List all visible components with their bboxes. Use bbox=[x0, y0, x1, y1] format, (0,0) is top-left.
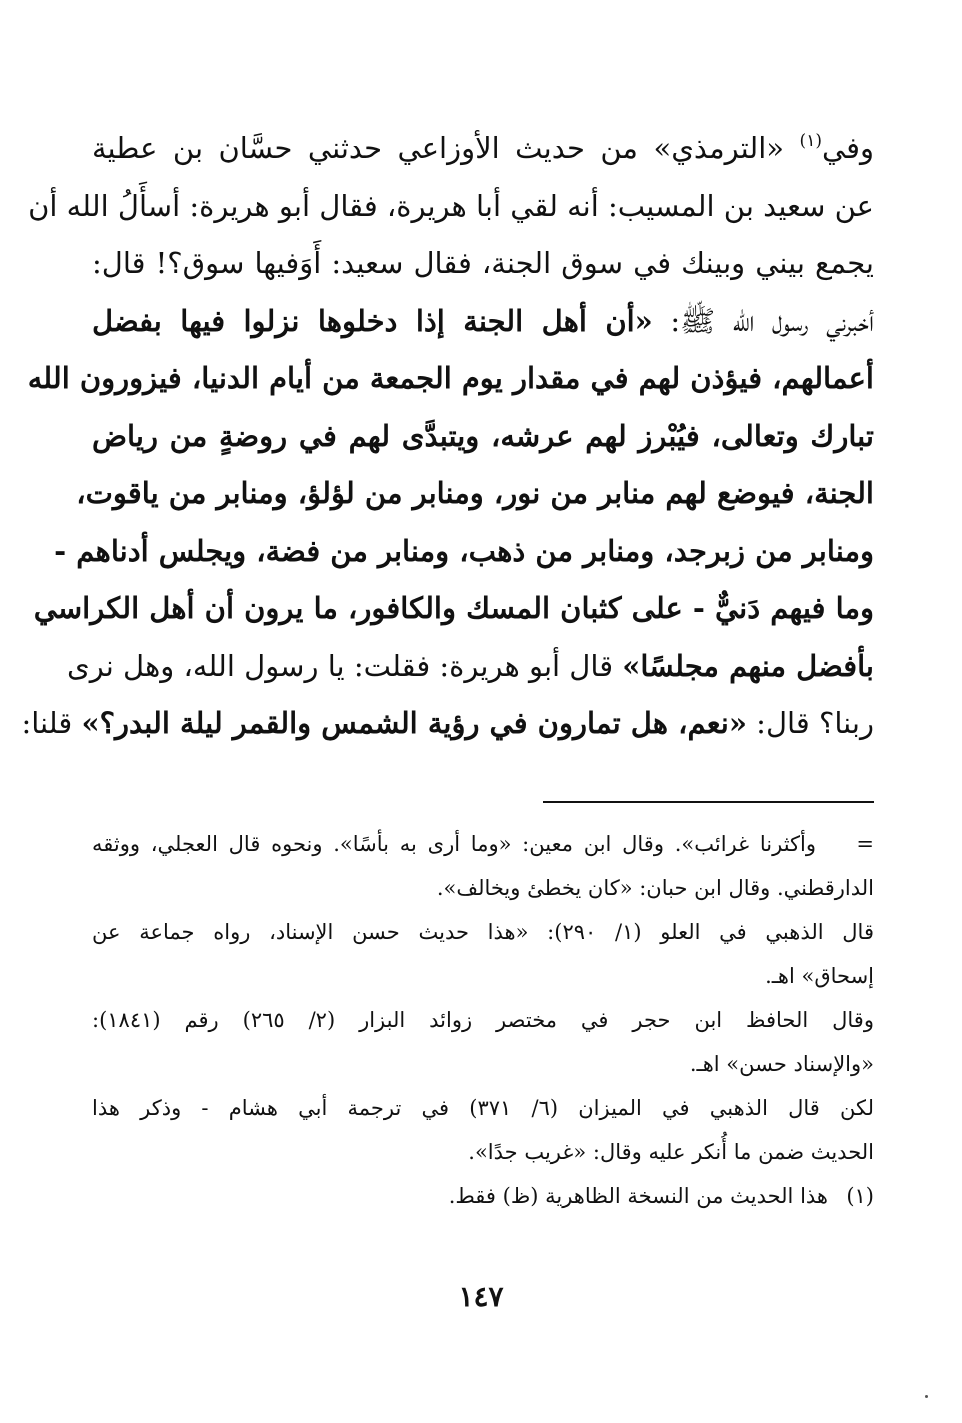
footnote-line bbox=[92, 910, 874, 954]
hadith-text: تبارك وتعالى، فيُبْرز لهم عرشه، ويتبدَّى لهم في روضةٍ من رياض bbox=[92, 418, 874, 453]
footnote-text: وأكثرنا غرائب». وقال ابن معين: «وما أرى به بأسًا». ونحوه قال العجلي، ووثقه bbox=[92, 832, 816, 856]
line-text: قال أبو هريرة: فقلت: يا رسول الله، وهل نرى bbox=[67, 648, 623, 683]
footnote-reference[interactable]: (١) bbox=[799, 131, 822, 151]
text-line-4 bbox=[92, 293, 874, 351]
text-line-3 bbox=[92, 235, 874, 293]
hadith-text: الجنة، فيوضع لهم منابر من نور، ومنابر من لؤلؤ، ومنابر من ياقوت، bbox=[76, 476, 874, 510]
main-text-block bbox=[21, 120, 875, 753]
footnote-separator bbox=[543, 801, 874, 803]
text-line-9 bbox=[33, 580, 874, 638]
text-line-1 bbox=[92, 120, 874, 178]
hadith-text: «أن أهل الجنة إذا دخلوها نزلوا فيها بفضل bbox=[92, 303, 653, 338]
text-line-8 bbox=[54, 523, 874, 581]
text-line-10 bbox=[67, 638, 874, 696]
footnote-text: «والإسناد حسن» اهـ. bbox=[689, 1052, 874, 1076]
footnotes-block bbox=[92, 822, 874, 1218]
page-number: ١٤٧ bbox=[458, 1280, 504, 1313]
footnote-text: الدارقطني. وقال ابن حبان: «كان يخطئ ويخالف». bbox=[436, 876, 874, 900]
text-line-2 bbox=[28, 178, 874, 236]
footnote-text: هذا الحديث من النسخة الظاهرية (ظ) فقط. bbox=[448, 1184, 828, 1208]
line-text: قلنا: bbox=[21, 706, 82, 740]
footnote-line bbox=[92, 1086, 874, 1130]
line-text: أخبرني رسول الله ﷺ: bbox=[652, 303, 874, 338]
line-text: عن سعيد بن المسيب: أنه لقي أبا هريرة، فقال أبو هريرة: أسأَلُ الله أن bbox=[28, 188, 874, 223]
hadith-text: أعمالهم، فيؤذن لهم في مقدار يوم الجمعة من أيام الدنيا، فيزورون الله bbox=[27, 361, 874, 395]
line-text: وفي bbox=[821, 131, 875, 165]
footnote-line bbox=[92, 866, 874, 910]
line-text: يجمع بيني وبينك في سوق الجنة، فقال سعيد: أَوَفيها سوق؟! قال: bbox=[92, 246, 874, 280]
footnote-line bbox=[92, 1042, 874, 1086]
hadith-text: «نعم، هل تمارون في رؤية الشمس والقمر ليلة البدر؟» bbox=[81, 706, 747, 740]
footnote-1 bbox=[92, 1174, 874, 1218]
line-text: ربنا؟ قال: bbox=[746, 706, 874, 740]
text-line-6 bbox=[92, 408, 874, 466]
hadith-text: ومنابر من زبرجد، ومنابر من ذهب، ومنابر من فضة، ويجلس أدناهم - bbox=[54, 533, 874, 568]
footnote-text: الحديث ضمن ما أُنكر عليه وقال: «غريب جدًا». bbox=[468, 1140, 874, 1164]
footnote-text: وقال الحافظ ابن حجر في مختصر زوائد البزار (٢/ ٢٦٥) رقم (١٨٤١): bbox=[92, 1008, 874, 1032]
text-line-11 bbox=[21, 695, 874, 753]
text-line-5 bbox=[27, 350, 874, 408]
continuation-mark: = bbox=[856, 832, 874, 856]
footnote-line bbox=[92, 822, 874, 866]
footnote-text: إسحاق» اهـ. bbox=[765, 964, 874, 988]
footnote-text: قال الذهبي في العلو (١/ ٢٩٠): «هذا حديث حسن الإسناد، رواه جماعة عن bbox=[92, 920, 874, 944]
hadith-text: بأفضل منهم مجلسًا» bbox=[622, 648, 874, 683]
scan-speck bbox=[925, 1395, 928, 1398]
line-text: «الترمذي» من حديث الأوزاعي حدثني حسَّان بن عطية bbox=[92, 131, 785, 165]
footnote-line bbox=[92, 954, 874, 998]
text-line-7 bbox=[76, 465, 874, 523]
footnote-line bbox=[92, 1130, 874, 1174]
footnote-number: (١) bbox=[846, 1184, 874, 1208]
hadith-text: وما فيهم دَنيٌّ - على كثبان المسك والكافور، ما يرون أن أهل الكراسي bbox=[33, 591, 874, 625]
footnote-text: لكن قال الذهبي في الميزان (٦/ ٣٧١) في ترجمة أبي هشام - وذكر هذا bbox=[92, 1096, 874, 1120]
footnote-line bbox=[92, 998, 874, 1042]
